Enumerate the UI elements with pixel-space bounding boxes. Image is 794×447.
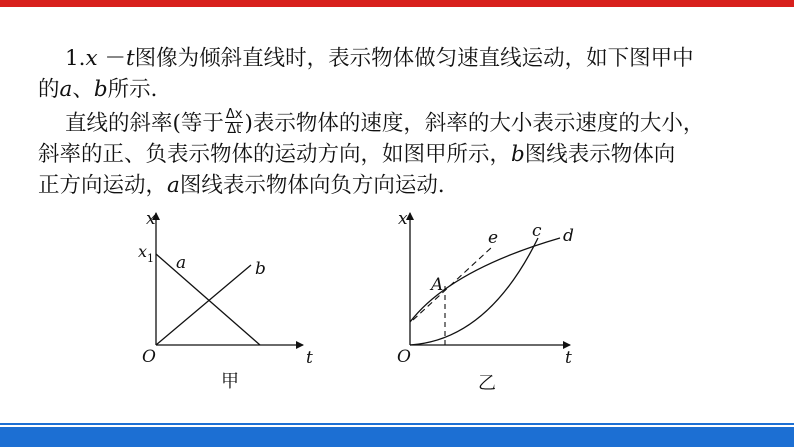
text-run: 、 <box>72 77 94 102</box>
jia-axis-y-label: x <box>146 209 156 229</box>
figure-yi <box>397 209 574 394</box>
text-run: )表示物体的速度，斜率的大小表示速度的大小， <box>244 111 705 136</box>
text-run: 的 <box>38 77 60 102</box>
figure-jia <box>138 209 313 392</box>
yi-caption: 乙 <box>478 373 496 394</box>
jia-axis-x-label: t <box>306 348 313 368</box>
text-run: 斜率的正、负表示物体的运动方向，如图甲所示， <box>38 142 512 167</box>
text-run: 图像为倾斜直线时，表示物体做匀速直线运动，如下图甲中 <box>134 46 694 71</box>
text-run: 正方向运动， <box>38 173 168 198</box>
var-b: b <box>511 142 525 167</box>
fraction-numerator: Δx <box>225 106 243 122</box>
jia-line-a-label: a <box>176 253 187 273</box>
var-a: a <box>167 173 180 198</box>
var-b: b <box>93 77 108 102</box>
yi-curve-d-label: d <box>563 226 574 246</box>
item-number: 1. <box>65 46 86 71</box>
jia-line-b <box>156 265 251 345</box>
yi-origin-label: O <box>397 347 411 367</box>
yi-tangent-e <box>413 247 492 320</box>
yi-curve-c <box>410 238 538 345</box>
yi-tangent-e-label: e <box>488 228 499 248</box>
yi-axis-y-label: x <box>398 209 408 229</box>
jia-x1-label: x <box>138 242 148 261</box>
jia-origin-label: O <box>142 347 156 367</box>
yi-axis-x-label: t <box>565 348 572 368</box>
var-x: x <box>85 46 98 71</box>
bottom-accent-stripe <box>0 423 794 425</box>
text-run: 直线的斜率(等于 <box>65 111 224 136</box>
bottom-accent-bar <box>0 427 794 447</box>
yi-point-a-label: A <box>431 275 444 295</box>
text-run: 图线表示物体向负方向运动． <box>179 173 460 198</box>
yi-curve-c-label: c <box>532 221 542 241</box>
text-run: 图线表示物体向 <box>524 142 676 167</box>
dash: － <box>97 46 126 71</box>
var-t: t <box>126 46 135 71</box>
jia-line-b-label: b <box>255 259 266 279</box>
jia-caption: 甲 <box>221 371 239 392</box>
jia-x1-subscript: 1 <box>147 252 154 265</box>
fraction-denominator: Δt <box>227 121 242 137</box>
text-run: 所示． <box>107 77 173 102</box>
var-a: a <box>59 77 73 102</box>
